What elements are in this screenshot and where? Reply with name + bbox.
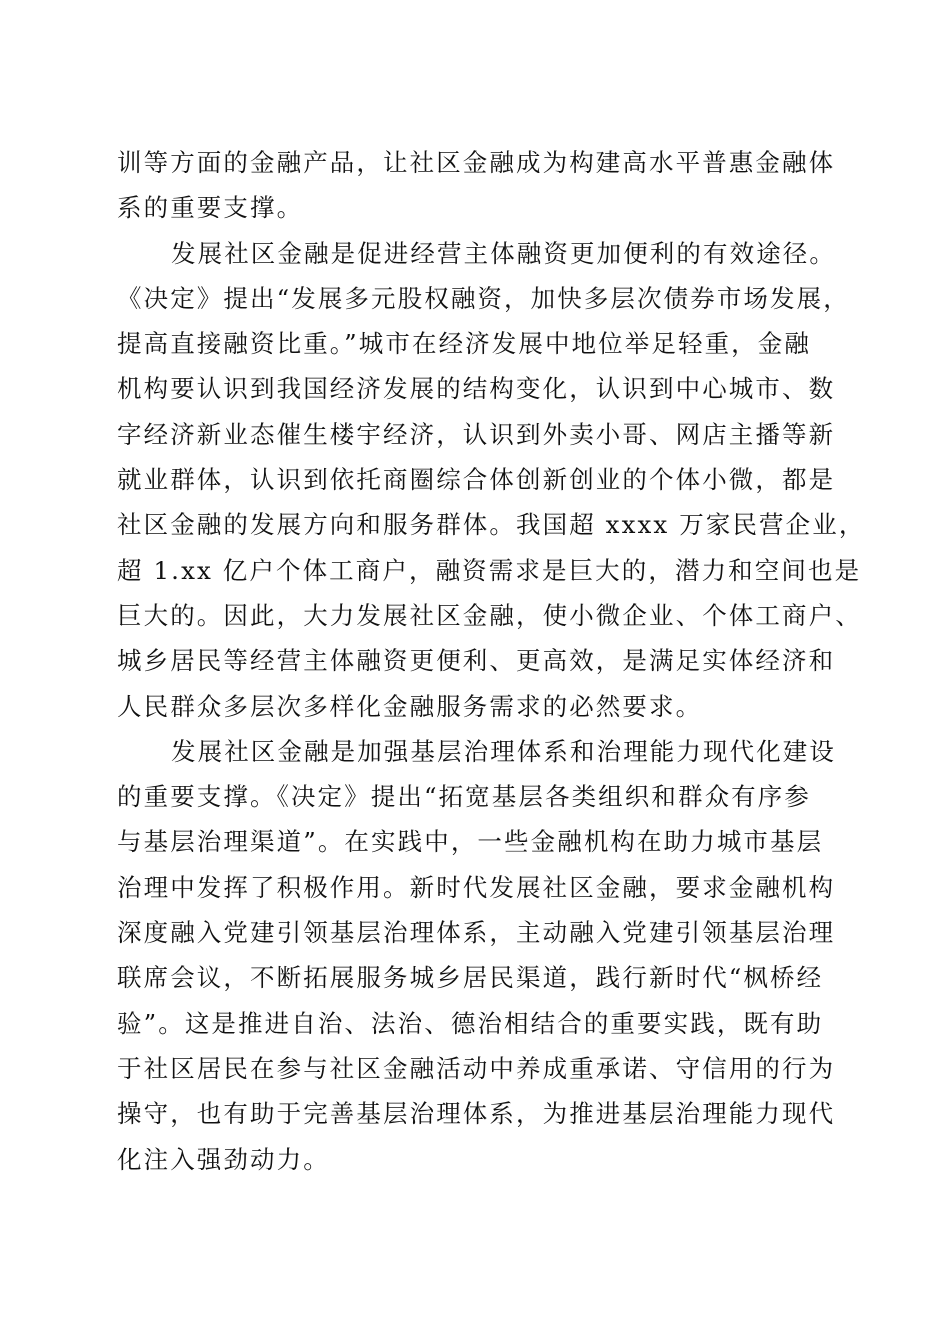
text-line: 的重要支撑。《决定》提出“拓宽基层各类组织和群众有序参: [117, 782, 811, 812]
text-line: 《决定》提出“发展多元股权融资，加快多层次债券市场发展，: [117, 283, 850, 313]
text-line: 于社区居民在参与社区金融活动中养成重承诺、守信用的行为: [117, 1053, 836, 1083]
text-line: 系的重要支撑。: [117, 193, 304, 223]
text-line: 训等方面的金融产品，让社区金融成为构建高水平普惠金融体: [117, 148, 836, 177]
text-line: 与基层治理渠道”。在实践中，一些金融机构在助力城市基层: [117, 827, 824, 857]
text-line: 治理中发挥了积极作用。新时代发展社区金融，要求金融机构: [117, 872, 836, 902]
text-line: 城乡居民等经营主体融资更便利、更高效，是满足实体经济和: [117, 646, 836, 676]
text-line: 就业群体，认识到依托商圈综合体创新创业的个体小微，都是: [117, 465, 836, 495]
paragraph-start-line: 发展社区金融是促进经营主体融资更加便利的有效途径。: [171, 238, 836, 268]
paragraph-start-line: 发展社区金融是加强基层治理体系和治理能力现代化建设: [171, 736, 836, 766]
text-line: 字经济新业态催生楼宇经济，认识到外卖小哥、网店主播等新: [117, 419, 836, 449]
body-text: [117, 140, 866, 1182]
text-line: 社区金融的发展方向和服务群体。我国超 xxxx 万家民营企业，: [117, 510, 866, 540]
text-line: 机构要认识到我国经济发展的结构变化，认识到中心城市、数: [117, 374, 836, 404]
text-line: 巨大的。因此，大力发展社区金融，使小微企业、个体工商户、: [117, 600, 862, 630]
text-line: 化注入强劲动力。: [117, 1144, 330, 1174]
text-line: 人民群众多层次多样化金融服务需求的必然要求。: [117, 691, 703, 721]
text-line: 联席会议，不断拓展服务城乡居民渠道，践行新时代“枫桥经: [117, 963, 824, 993]
text-line: 验”。这是推进自治、法治、德治相结合的重要实践，既有助: [117, 1008, 824, 1038]
text-line: 超 1.xx 亿户个体工商户，融资需求是巨大的，潜力和空间也是: [117, 555, 862, 585]
text-line: 提高直接融资比重。”城市在经济发展中地位举足轻重，金融: [117, 329, 811, 359]
text-line: 操守，也有助于完善基层治理体系，为推进基层治理能力现代: [117, 1099, 836, 1129]
text-line: 深度融入党建引领基层治理体系，主动融入党建引领基层治理: [117, 918, 836, 948]
